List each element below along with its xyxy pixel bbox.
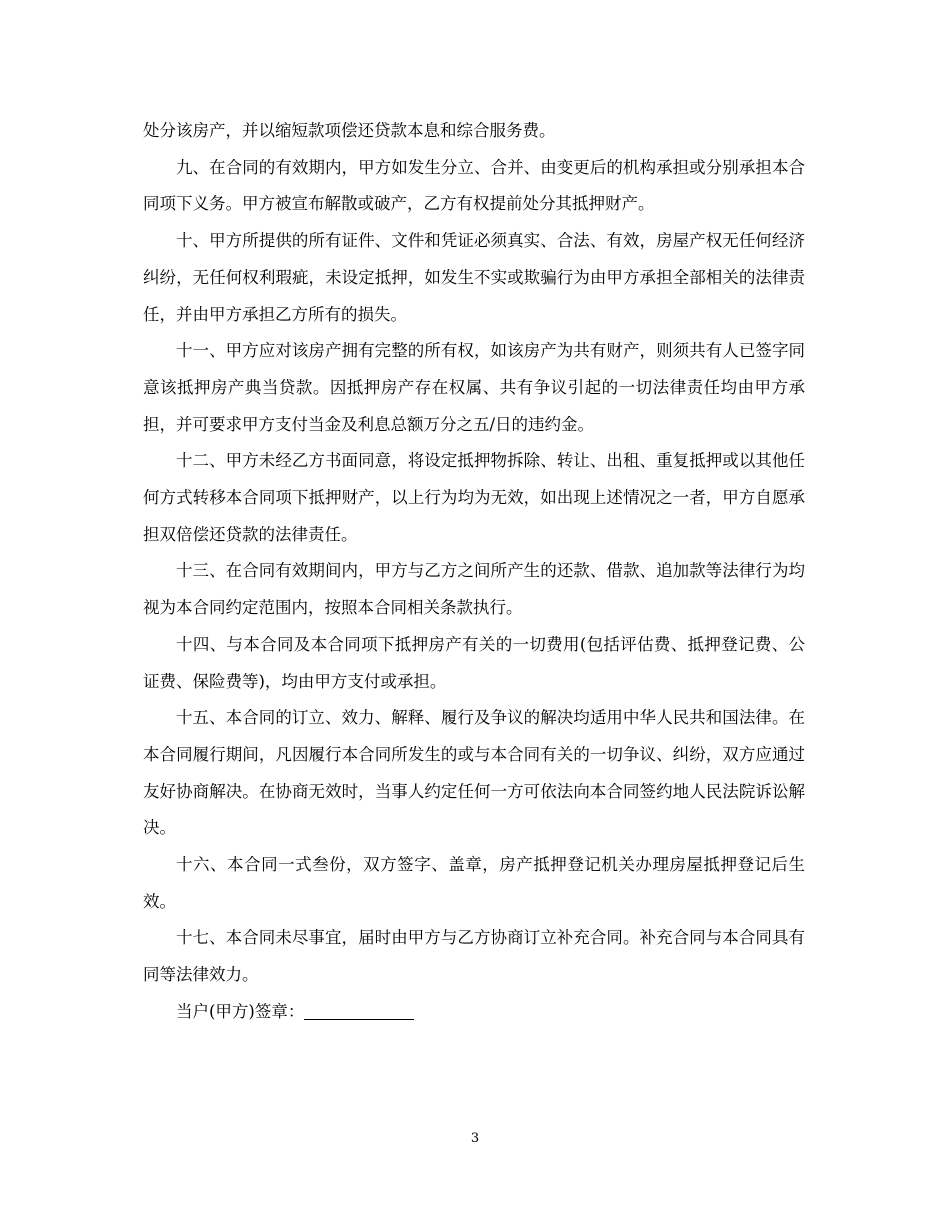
clause-15: 十五、本合同的订立、效力、解释、履行及争议的解决均适用中华人民共和国法律。在本合同履行期间，凡因履行本合同所发生的或与本合同有关的一切争议、纠纷，双方应通过友好协商解决。在协商无效时，当事人约定任何一方可依法向本合同签约地人民法院诉讼解决。: [143, 708, 805, 838]
signature-row: [143, 994, 805, 1031]
page-number: 3: [470, 1131, 480, 1146]
clause-14: 十四、与本合同及本合同项下抵押房产有关的一切费用(包括评估费、抵押登记费、公证费、保险费等)，均由甲方支付或承担。: [143, 634, 805, 691]
clause-13: 十三、在合同有效期间内，甲方与乙方之间所产生的还款、借款、追加款等法律行为均视为本合同约定范围内，按照本合同相关条款执行。: [143, 561, 805, 618]
clause-11: 十一、甲方应对该房产拥有完整的所有权，如该房产为共有财产，则须共有人已签字同意该抵押房产典当贷款。因抵押房产存在权属、共有争议引起的一切法律责任均由甲方承担，并可要求甲方支付当金及利息总额万分之五/日的违约金。: [143, 341, 805, 434]
clause-10: 十、甲方所提供的所有证件、文件和凭证必须真实、合法、有效，房屋产权无任何经济纠纷，无任何权利瑕疵，未设定抵押，如发生不实或欺骗行为由甲方承担全部相关的法律责任，并由甲方承担乙方所有的损失。: [143, 231, 805, 324]
signature-blank-line: [304, 1001, 414, 1020]
paragraph-continuation: 处分该房产，并以缩短款项偿还贷款本息和综合服务费。: [143, 121, 556, 140]
signature-label: 当户(甲方)签章：: [176, 1001, 305, 1021]
clause-17: 十七、本合同未尽事宜，届时由甲方与乙方协商订立补充合同。补充合同与本合同具有同等法律效力。: [143, 928, 805, 985]
clause-9: 九、在合同的有效期内，甲方如发生分立、合并、由变更后的机构承担或分别承担本合同项下义务。甲方被宣布解散或破产，乙方有权提前处分其抵押财产。: [143, 157, 805, 214]
clause-16: 十六、本合同一式叁份，双方签字、盖章，房产抵押登记机关办理房屋抵押登记后生效。: [143, 855, 805, 911]
contract-body: [143, 113, 805, 1031]
clause-12: 十二、甲方未经乙方书面同意，将设定抵押物拆除、转让、出租、重复抵押或以其他任何方式转移本合同项下抵押财产，以上行为均为无效，如出现上述情况之一者，甲方自愿承担双倍偿还贷款的法律责任。: [143, 451, 805, 544]
